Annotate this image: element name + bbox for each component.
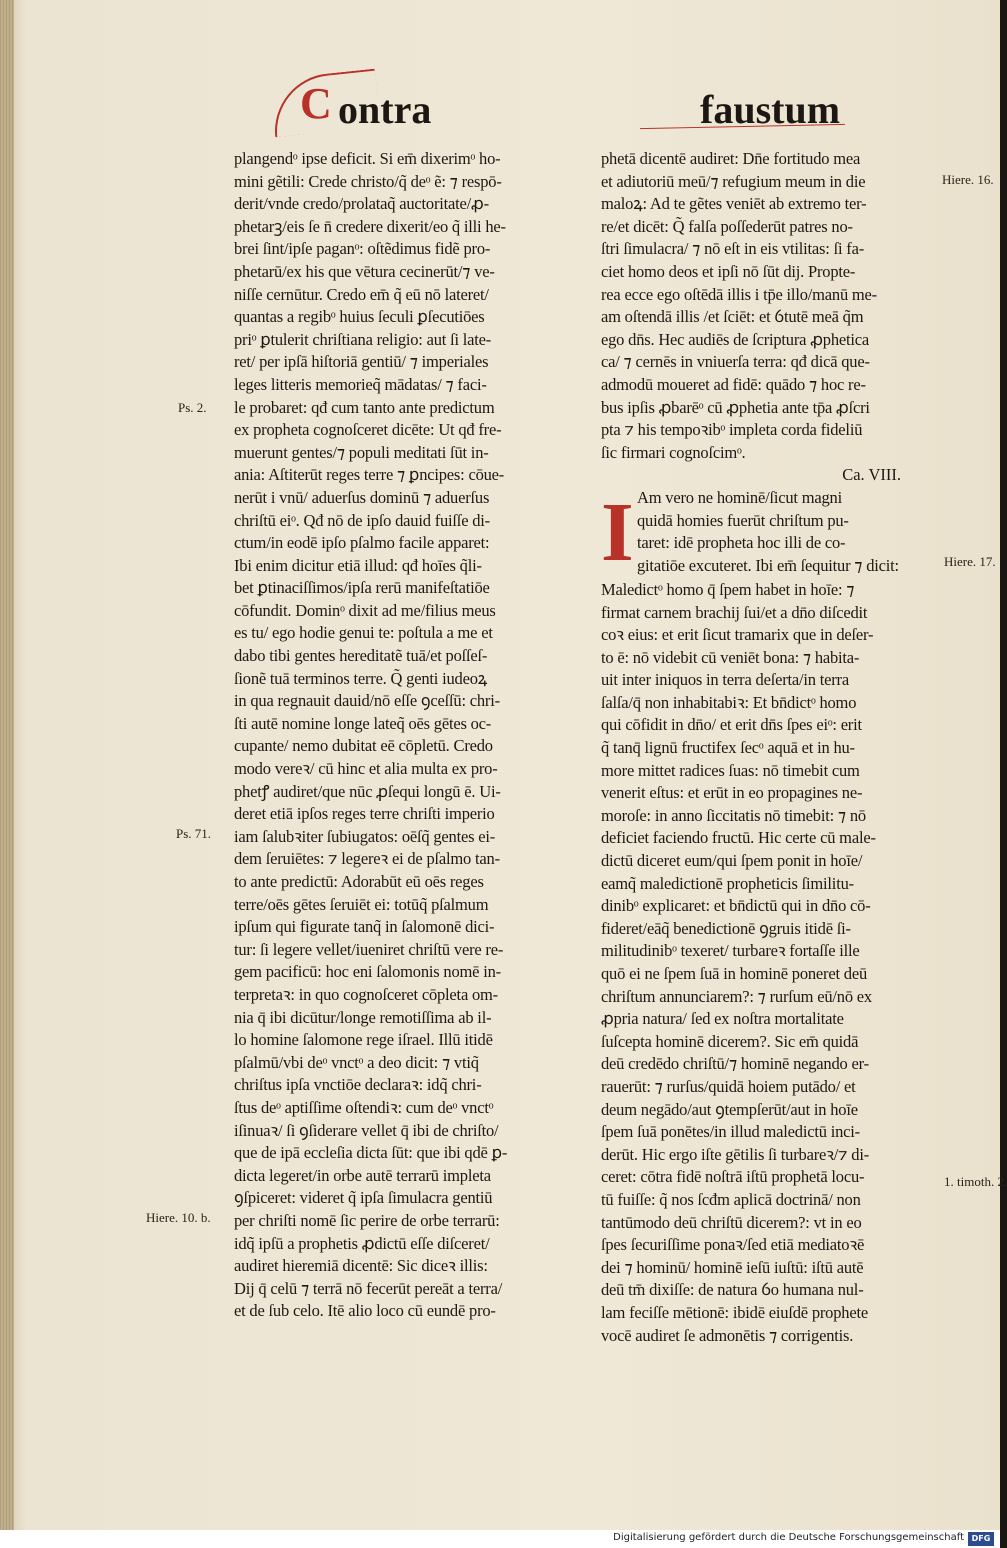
text-line: le probaret: qđ cum tanto ante predictum [234, 397, 495, 417]
text-line: quō ei ne ſpem ſuā in hominē poneret deū [601, 964, 868, 983]
text-line: rauerūt: ⁊ rurſus/quidā hoiem putādo/ et [601, 1076, 856, 1096]
text-line: ꝯſpiceret: videret q̃ ipſa ſimulacra gentiū [234, 1188, 493, 1208]
text-line: et adiutoriū meū/⁊ refugium meum in die [601, 171, 866, 191]
text-line: deum negādo/aut ꝯtempſerūt/aut in hoīe [601, 1099, 858, 1119]
text-line: chriſtū eiᵒ. Qđ nō de ipſo dauid fuiſſe di- [234, 510, 490, 530]
text-line: ſpem ſuā ponētes/in illud maledictū inci- [601, 1122, 860, 1142]
running-header [0, 72, 1000, 142]
text-line: moroſe: in anno ſiccitatis nō timebit: ⁊ nō [601, 805, 866, 825]
text-line: plangendᵒ ipse deficit. Si em̄ dixerimᵒ ho- [234, 149, 501, 168]
text-line: iam ſalubꝛiter ſubiugatos: oēſq̃ gentes ei- [234, 826, 496, 846]
text-line: ſionẽ tuā terminos terre. Q̃ genti iudeoꝝ [234, 668, 488, 688]
margin-note-hiere10: Hiere. 10. b. [146, 1210, 211, 1225]
text-line: pta ⁊ his tempoꝛibᵒ impleta corda fideliū [601, 420, 863, 440]
funding-credit: Digitalisierung gefördert durch die Deutsche Forschungsgemeinschaft [613, 1532, 964, 1543]
illuminated-initial: I [601, 485, 634, 579]
text-line: ipſum qui figurate tanq̃ in ſalomonē dici- [234, 917, 495, 937]
text-line: gem pacificū: hoc eni ſalomonis nomē in- [234, 962, 501, 982]
text-line: Am vero ne hominē/ſicut magni [637, 487, 842, 507]
text-line: iſinuaꝛ/ ſi ꝯſiderare vellet q̄ ibi de chriſto/ [234, 1120, 499, 1140]
text-line: taret: idē propheta hoc illi de co- [637, 533, 846, 553]
chapter-label: Ca. VIII. [842, 465, 901, 485]
indented-lines [637, 487, 941, 579]
text-line: tur: ſi legere vellet/iueniret chriſtū vere re- [234, 939, 504, 959]
text-line: re/et dicēt: Q̃ falſa poſſederūt patres no- [601, 216, 853, 236]
text-line: bet ꝑtinaciſſimos/ipſa rerū manifeſtatiōe [234, 578, 490, 598]
text-line: terpretaꝛ: in quo cognoſceret cōpleta om- [234, 984, 498, 1004]
left-text-column [234, 148, 574, 1323]
text-line: gitatiōe excuteret. Ibi em̄ ſequitur ⁊ dicit: [637, 555, 899, 575]
text-line: tū fuiſſe: q̃ nos ſcđm aplicā doctrinā/ non [601, 1189, 861, 1209]
header-initial: C [300, 79, 332, 128]
text-line: rea ecce ego oſtēdā illis i tp̄e illo/manū me- [601, 284, 877, 304]
text-line: deū credēdo chriſtū/⁊ hominē negando er- [601, 1054, 869, 1074]
right-text-column [601, 148, 941, 1347]
text-line: uit inter iniquos in terra deſerta/in terra [601, 670, 849, 690]
text-line: Maledictᵒ homo q̄ ſpem habet in hoīe: ⁊ [601, 579, 855, 599]
text-line: ſuſcepta hominē dicerem?. Sic em̄ quidā [601, 1031, 859, 1051]
margin-note-hiere17: Hiere. 17. [944, 554, 996, 569]
digitization-footer [0, 1530, 1000, 1548]
text-line: dem ſeruiētes: ⁊ legereꝛ ei de pſalmo tan- [234, 849, 500, 869]
text-line: ca/ ⁊ cernēs in vniuerſa terra: qđ dicā que- [601, 352, 870, 372]
text-line: audiret hieremiā dicentē: Sic diceꝛ illis: [234, 1256, 488, 1276]
text-line: et de ſub celo. Itē alio loco cū eundē pro- [234, 1301, 496, 1321]
text-line: ꝓpria natura/ ſed ex noſtra mortalitate [601, 1009, 844, 1029]
margin-note-ps71: Ps. 71. [176, 826, 212, 841]
text-line: ceret: cōtra fidē noſtrā iſtū prophetā locu- [601, 1167, 865, 1187]
text-line: pſalmū/vbi deᵒ vnctᵒ a deo dicit: ⁊ vtiq̃ [234, 1052, 479, 1072]
margin-note-ps2: Ps. 2. [178, 400, 207, 415]
header-right-word: faustum [700, 87, 841, 132]
text-line: derit/vnde credo/prolataq̃ auctoritate/ꝓ- [234, 194, 489, 214]
text-line: ſtus deᵒ aptiſſime oſtendiꝛ: cum deᵒ vnctᵒ [234, 1097, 494, 1117]
margin-note-timoth2: 1. timoth. 2. [944, 1174, 1007, 1189]
text-line: ctum/in eodē ipſo pſalmo facile apparet: [234, 533, 490, 553]
text-line: dei ⁊ hominū/ hominē ieſū iuſtū: iſtū autē [601, 1257, 864, 1277]
text-line: modo vereꝛ/ cū hinc et alia multa ex pro- [234, 759, 498, 779]
text-line: qui cōfidit in dn̄o/ et erit dn̄s ſpes eiᵒ: erit [601, 715, 862, 735]
text-line: admodū moueret ad fidē: quādo ⁊ hoc re- [601, 374, 866, 394]
text-line: vocē audiret ſe admonētis ⁊ corrigentis. [601, 1325, 854, 1345]
text-line: in qua regnauit dauid/nō eſſe ꝯceſſū: chri- [234, 691, 500, 711]
text-line: tantūmodo deū chriſtū dicerem?: vt in eo [601, 1212, 862, 1232]
right-column-bottom-text [601, 579, 941, 1347]
text-line: mini gẽtili: Crede christo/q̃ deᵒ ẽ: ⁊ respō- [234, 171, 502, 191]
text-line: ego dn̄s. Hec audiēs de ſcriptura ꝓphetica [601, 329, 870, 349]
text-line: ſtri ſimulacra/ ⁊ nō eſt in eis vtilitas: ſi fa- [601, 239, 864, 259]
right-column-top-text [601, 148, 941, 464]
text-line: bus ipſis ꝓbarēᵒ cū ꝓphetia ante tp̄a ꝓſcri [601, 397, 870, 417]
text-line: ania: Aſtiterūt reges terre ⁊ ꝑncipes: cōue- [234, 465, 505, 485]
text-line: es tu/ ego hodie genui te: poſtula a me et [234, 623, 493, 643]
text-line: chriſtus ipſa vnctiōe declaraꝛ: idq̃ chri- [234, 1075, 482, 1095]
text-line: phetarū/ex his que vētura cecinerūt/⁊ ve- [234, 261, 495, 281]
text-line: que de ipā eccleſia dicta ſūt: que ibi qdē ꝑ- [234, 1143, 508, 1163]
text-line: leges litteris memorieq̃ mādatas/ ⁊ faci- [234, 374, 487, 394]
text-line: quidā homies fuerūt chriſtum pu- [637, 510, 849, 530]
text-line: militudinibᵒ texeret/ turbareꝛ fortaſſe ille [601, 941, 860, 961]
text-line: eamq̃ maledictionē propheticis ſimilitu- [601, 873, 854, 893]
text-line: deficiet faciendo fructū. Hic certe cū male- [601, 828, 876, 848]
text-line: phetarꝫ/eis ſe n̄ credere dixerit/eo q̃ illi he- [234, 216, 506, 236]
text-line: ſalſa/q̄ non inhabitabiꝛ: Et bn̄dictᵒ homo [601, 692, 857, 712]
text-line: ſpes ſecuriſſime ponaꝛ/ſed etiā mediatoꝛē [601, 1235, 865, 1255]
text-line: fideret/eāq̃ benedictionē ꝯgruis itidē ſi- [601, 918, 851, 938]
text-line: am oſtendā illis /et ſciēt: et ỽtutē meā q̃m [601, 307, 864, 327]
text-line: maloꝝ: Ad te gẽtes veniēt ab extremo ter- [601, 194, 867, 214]
text-line: ex propheta cognoſceret dicēte: Ut qđ fre- [234, 420, 502, 440]
text-line: idq̃ ipſū a prophetis ꝓdictū eſſe diſceret/ [234, 1233, 490, 1253]
text-line: niſſe cernūtur. Credo em̄ q̃ eū nō lateret/ [234, 284, 489, 304]
text-line: ciet homo deos et ipſi nō ſūt dij. Propte- [601, 261, 856, 281]
text-line: nerūt i vnū/ aduerſus dominū ⁊ aduerſus [234, 487, 490, 507]
text-line: venerit eſtus: et erūt in eo propagines ne- [601, 783, 863, 803]
text-line: lo homine ſalomone rege iſrael. Illū itidē [234, 1030, 493, 1050]
text-line: deū tm̄ dixiſſe: de natura ỽo humana nul- [601, 1280, 864, 1300]
text-line: phetā dicentē audiret: Dn̄e fortitudo mea [601, 149, 861, 168]
text-line: derūt. Hic ergo iſte gētilis ſi turbareꝛ/⁊ di- [601, 1144, 870, 1164]
text-line: cupante/ nemo dubitat eē cōpletū. Credo [234, 736, 493, 756]
text-line: dictū diceret eum/qui ſpem ponit in hoīe/ [601, 851, 863, 871]
initial-paragraph [601, 487, 941, 579]
text-line: dicta legeret/in orbe autē terrarū impleta [234, 1165, 491, 1185]
text-line: per chriſti nomē ſic perire de orbe terrarū: [234, 1210, 500, 1230]
text-line: ſic firmari cognoſcimᵒ. [601, 442, 746, 462]
text-line: terre/oēs gētes ſeruiēt ei: totūq̃ pſalmum [234, 894, 489, 914]
text-line: priᵒ ꝑtulerit chriſtiana religio: aut ſi late- [234, 329, 492, 349]
page-edge-stack [0, 0, 14, 1530]
text-line: brei ſint/ipſe paganᵒ: oſtẽdimus fidẽ pro- [234, 239, 491, 259]
text-line: dinibᵒ explicaret: et bn̄dictū qui in dn̄o cō- [601, 896, 871, 916]
text-line: coꝛ eius: et erit ſicut tramarix que in deſer- [601, 625, 874, 645]
text-line: to ante predictū: Adorabūt eū oēs reges [234, 872, 484, 891]
text-line: cōfundit. Dominᵒ dixit ad me/filius meus [234, 600, 496, 620]
text-line: ret/ per ipſā hiſtoriā gentiū/ ⁊ imperiales [234, 352, 489, 372]
text-line: deret etiā ipſos reges terre chriſti imperio [234, 804, 495, 824]
text-line: muerunt gentes/⁊ populi meditati ſūt in- [234, 442, 489, 462]
text-line: phetꝭ audiret/que nūc ꝓſequi longū ē. Ui- [234, 781, 501, 801]
text-line: quantas a regibᵒ huius ſeculi ꝑſecutiōes [234, 307, 485, 327]
text-line: Ibi enim dicitur etiā illud: qđ hoīes q̃li- [234, 555, 482, 575]
text-line: dabo tibi gentes hereditatẽ tuā/et poſſeſ- [234, 646, 488, 666]
text-line: Dij q̄ celū ⁊ terrā nō fecerūt pereāt a terra/ [234, 1278, 503, 1298]
text-line: more mittet radices ſuas: nō timebit cum [601, 760, 860, 780]
text-line: q̃ tanq̄ lignū fructifex ſecᵒ aquā et in hu- [601, 738, 855, 758]
text-line: firmat carnem brachij ſui/et a dn̄o diſcedit [601, 602, 868, 622]
header-left-word: ontra [338, 87, 432, 132]
text-line: chriſtum annunciarem?: ⁊ rurſum eū/nō ex [601, 986, 872, 1006]
text-line: ſti autē nomine longe lateq̃ oēs gētes oc- [234, 713, 492, 733]
text-line: nia q̄ ibi dicūtur/longe remotiſſima ab il- [234, 1007, 492, 1027]
text-line: to ē: nō videbit cū veniēt bona: ⁊ habita- [601, 647, 860, 667]
margin-note-hiere16: Hiere. 16. [942, 172, 994, 187]
text-line: lam feciſſe mētionē: ibidē eiuſdē prophete [601, 1302, 868, 1322]
dfg-logo: DFG [968, 1532, 994, 1546]
